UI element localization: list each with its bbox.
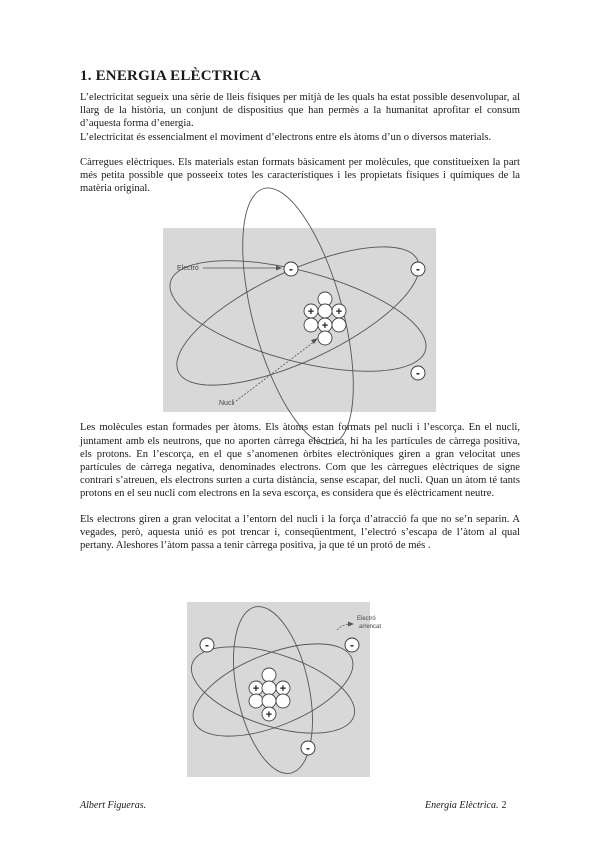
nucleus-label: Nucli — [219, 400, 235, 407]
electron-sign: - — [306, 741, 310, 755]
paragraph-1: L’electricitat segueix una sèrie de lleis físiques per mitjà de les quals ha estat possible desenvolupar, al llarg de la història, un conjunt de dispositius que han permès a la humanitat aprofitar el consum d’aquesta forma d’energia. — [80, 92, 520, 130]
footer-author: Albert Figueras. — [80, 800, 147, 811]
electron-sign: - — [416, 366, 420, 380]
escaped-electron-label-2: arrencat — [359, 624, 382, 630]
paragraph-4: Les molècules estan formades per àtoms. Els àtoms estan formats pel nucli i l’escorça. En el nucli, juntament amb els neutrons, que no aporten càrrega elèctrica, hi ha les partícules de càrrega positiva, els protons. En l’escorça, en el que s’anomenen òrbites electròniques giren a gran velocitat unes partícules de càrrega negativa, denominades electrons. Com que les càrregues elèctriques de signe contrari s’atreuen, els electrons surten a curta distància, sense escapar, del nucli. Quan un àtom té tants protons en el seu nucli com electrons en la seva escorça, es considera que és elèctricament neutre. — [80, 422, 520, 500]
proton-sign: + — [265, 709, 273, 721]
page-title: 1. ENERGIA ELÈCTRICA — [80, 68, 262, 84]
proton-sign: + — [307, 306, 315, 318]
atom-figure-1 — [163, 228, 436, 412]
nucleus — [304, 292, 346, 345]
paragraph-3: Càrregues elèctriques. Els materials estan formats bàsicament per molècules, que constitueixen la part més petita possible que posseeix totes les característiques i les propietats físiques i químiques de la matèria original. — [80, 156, 520, 195]
orbit-2 — [159, 219, 436, 412]
electron-sign: - — [416, 262, 420, 276]
footer-doc-name: Energia Elèctrica. — [425, 800, 499, 811]
electron-sign: - — [350, 638, 354, 652]
atom-diagram-2 — [187, 602, 382, 777]
proton-sign: + — [321, 320, 329, 332]
paragraph-5: Els electrons giren a gran velocitat a l’entorn del nucli i la força d’atracció fa que no se’n separin. A vegades, però, aquesta unió es pot trencar i, conseqüentment, l’electró s’escapa de l’àtom al qual pertany. Aleshores l’àtom passa a tenir càrrega positiva, ja que té un protó de més . — [80, 513, 520, 552]
atom-diagram-1 — [163, 228, 436, 412]
electron-sign: - — [205, 638, 209, 652]
page-number: 2 — [501, 800, 507, 811]
orbit-1 — [159, 238, 437, 393]
paragraph-2: L’electricitat és essencialment el moviment d’electrons entre els àtoms d’un o diversos materials. — [80, 131, 492, 143]
atom-figure-2 — [187, 602, 382, 777]
footer-doc — [425, 800, 507, 811]
electron-label: Electró — [177, 265, 199, 272]
proton-sign: + — [279, 683, 287, 695]
proton-sign: + — [252, 683, 260, 695]
escaped-electron-label: Electró — [357, 616, 376, 622]
electron-sign: - — [289, 262, 293, 276]
proton-sign: + — [335, 306, 343, 318]
